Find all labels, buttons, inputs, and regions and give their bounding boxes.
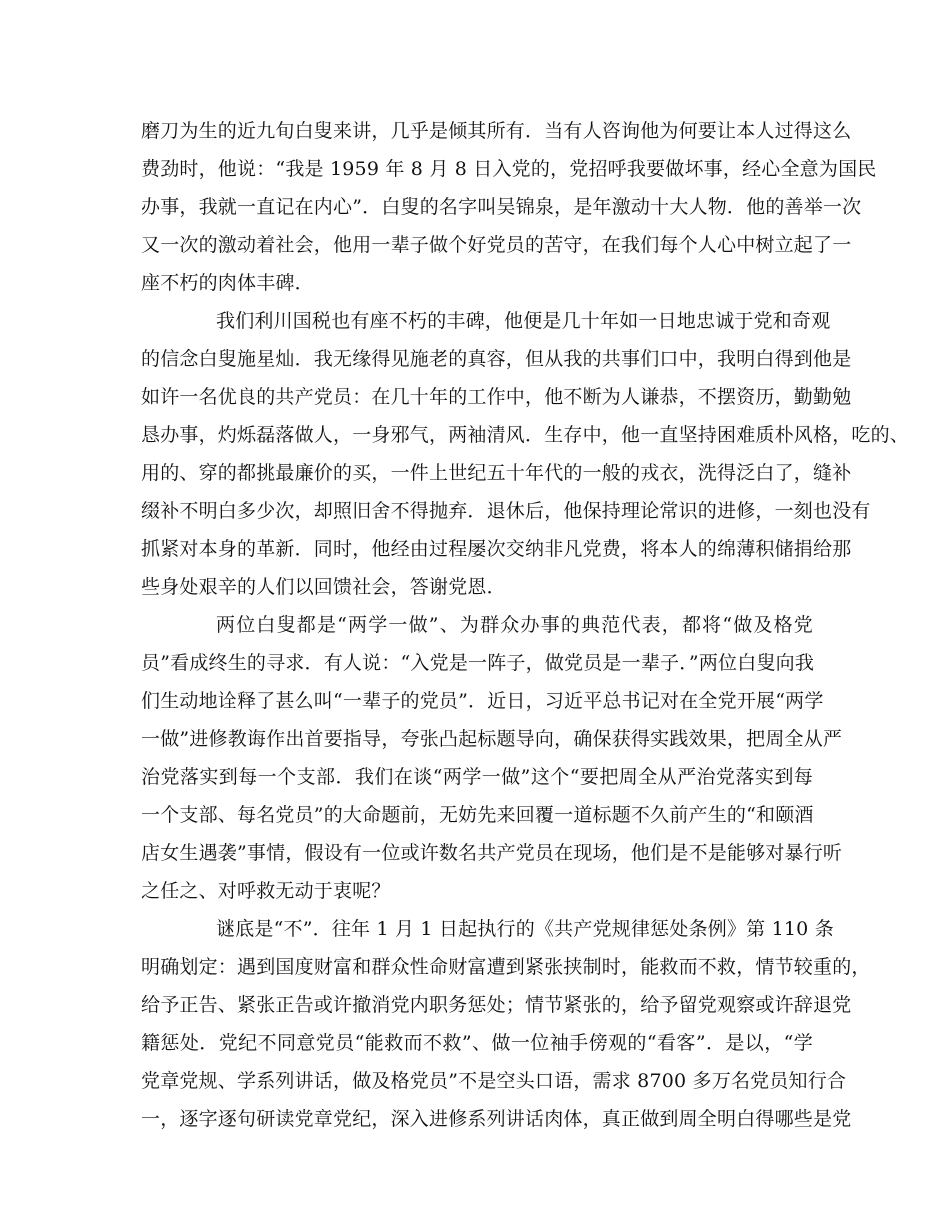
text-line: 们生动地诠释了甚么叫“一辈子的党员”．近日，习近平总书记对在全党开展“两学 — [141, 690, 824, 712]
text-line: 籍惩处．党纪不同意党员“能救而不救”、做一位袖手傍观的“看客”．是以，“学 — [141, 1032, 813, 1054]
text-line: 抓紧对本身的革新．同时，他经由过程屡次交纳非凡党费，将本人的绵薄积储捐给那 — [141, 538, 852, 560]
document-body — [141, 112, 910, 1138]
text-line: 我们利川国税也有座不朽的丰碑，他便是几十年如一日地忠诚于党和奇观 — [216, 310, 831, 332]
text-line: 治党落实到每一个支部．我们在谈“两学一做”这个“要把周全从严治党落实到每 — [141, 766, 813, 788]
text-line: 缀补不明白多少次，却照旧舍不得抛弃．退休后，他保持理论常识的进修，一刻也没有 — [141, 500, 871, 522]
text-line: 党章党规、学系列讲话，做及格党员”不是空头口语，需求 8700 多万名党员知行合 — [141, 1070, 847, 1092]
text-line: 费劲时，他说：“我是 1959 年 8 月 8 日入党的，党招呼我要做坏事，经心全意为国民 — [141, 158, 877, 180]
text-line: 磨刀为生的近九旬白叟来讲，几乎是倾其所有．当有人咨询他为何要让本人过得这么 — [141, 120, 852, 142]
text-line: 之任之、对呼救无动于衷呢？ — [141, 880, 391, 902]
text-line: 恳办事，灼烁磊落做人，一身邪气，两袖清风．生存中，他一直坚持困难质朴风格，吃的、 — [141, 424, 910, 446]
text-line: 的信念白叟施星灿．我无缘得见施老的真容，但从我的共事们口中，我明白得到他是 — [141, 348, 852, 370]
text-line: 店女生遇袭”事情，假设有一位或许数名共产党员在现场，他们是不是能够对暴行听 — [141, 842, 843, 864]
text-line: 座不朽的肉体丰碑． — [141, 272, 314, 294]
text-line: 一做”进修教诲作出首要指导，夸张凸起标题导向，确保获得实践效果，把周全从严 — [141, 728, 843, 750]
text-line: 明确划定：遇到国度财富和群众性命财富遭到紧张挟制时，能救而不救，情节较重的， — [141, 956, 871, 978]
text-line: 两位白叟都是“两学一做”、为群众办事的典范代表，都将“做及格党 — [216, 614, 813, 636]
text-line: 办事，我就一直记在内心”．白叟的名字叫吴锦泉，是年激动十大人物．他的善举一次 — [141, 196, 862, 218]
paragraph — [141, 302, 910, 606]
paragraph — [141, 112, 877, 302]
paragraph — [141, 910, 871, 1138]
text-line: 用的、穿的都挑最廉价的买，一件上世纪五十年代的一般的戎衣，洗得泛白了，缝补 — [141, 462, 852, 484]
text-line: 谜底是“不”．往年 1 月 1 日起执行的《共产党规律惩处条例》第 110 条 — [216, 918, 834, 940]
text-line: 如许一名优良的共产党员：在几十年的工作中，他不断为人谦恭，不摆资历，勤勤勉 — [141, 386, 852, 408]
text-line: 些身处艰辛的人们以回馈社会，答谢党恩． — [141, 576, 506, 598]
text-line: 员”看成终生的寻求．有人说：“入党是一阵子，做党员是一辈子．”两位白叟向我 — [141, 652, 815, 674]
text-line: 一个支部、每名党员”的大命题前，无妨先来回覆一道标题不久前产生的“和颐酒 — [141, 804, 814, 826]
text-line: 又一次的激动着社会，他用一辈子做个好党员的苦守，在我们每个人心中树立起了一 — [141, 234, 852, 256]
text-line: 给予正告、紧张正告或许撤消党内职务惩处；情节紧张的，给予留党观察或许辞退党 — [141, 994, 852, 1016]
paragraph — [141, 606, 843, 910]
text-line: 一，逐字逐句研读党章党纪，深入进修系列讲话肉体，真正做到周全明白得哪些是党 — [141, 1108, 852, 1130]
